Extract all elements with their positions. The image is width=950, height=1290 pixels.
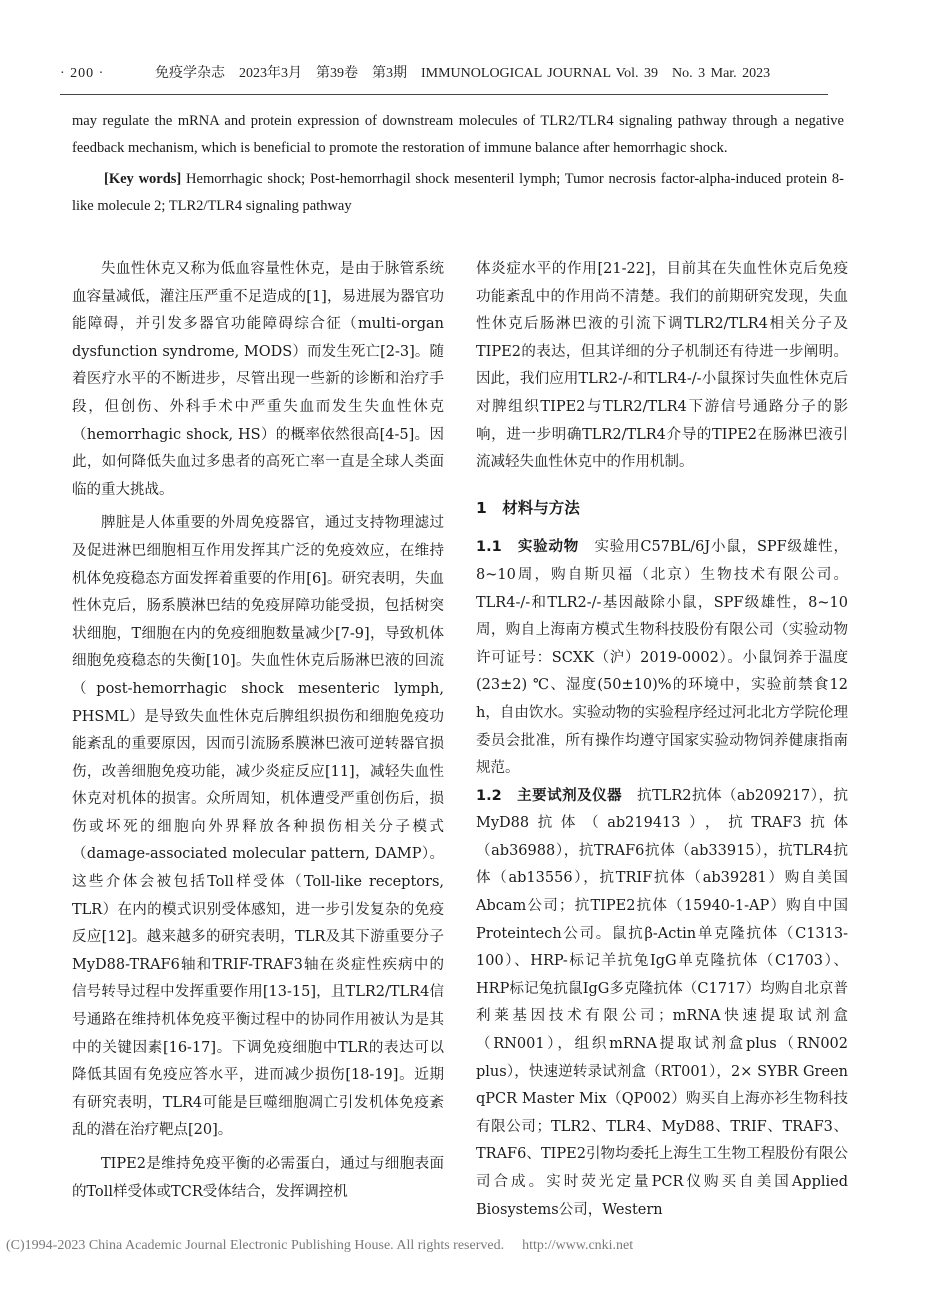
running-header: [60, 62, 860, 82]
subsection-1-2: [476, 783, 848, 1225]
cnki-url: http://www.cnki.net: [522, 1238, 634, 1253]
intro-paragraph-3-start: TIPE2是维持免疫平衡的必需蛋白，通过与细胞表面的Toll样受体或TCR受体结合，发挥调控机: [72, 1156, 444, 1200]
intro-paragraph-1: 失血性休克又称为低血容量性休克，是由于脉管系统血容量减低，灌注压严重不足造成的[1]，易进展为器官功能障碍，并引发多器官功能障碍综合征（multi-organ dysfunction syndrome, MODS）而发生死亡[2-3]。随着医疗水平的不断进步，尽管出现一些新的诊断和治疗手段，但创伤、外科手术中严重失血而发生失血性休克（hemorrhagic shock, HS）的概率依然很高[4-5]。因此，如何降低失血过多患者的高死亡率一直是全球人类面临的重大挑战。: [72, 261, 444, 498]
left-column: [72, 256, 444, 1206]
cnki-footer: [6, 1238, 946, 1254]
section-title-methods: 1 材料与方法: [476, 498, 580, 517]
english-abstract: [72, 108, 844, 220]
subsection-1-1-text: 实验用C57BL/6J小鼠，SPF级雄性，8~10周，购自斯贝福（北京）生物技术有限公司。TLR4-/-和TLR2-/-基因敲除小鼠，SPF级雄性，8~10周，购自上海南方模式生物科技股份有限公司（实验动物许可证号：SCXK（沪）2019-0002）。小鼠饲养于温度(23±2) ℃、湿度(50±10)%的环境中，实验前禁食12 h，自由饮水。实验动物的实验程序经过河北北方学院伦理委员会批准，所有操作均遵守国家实验动物饲养健康指南规范。: [476, 539, 848, 777]
abstract-text-end: may regulate the mRNA and protein expression of downstream molecules of TLR2/TLR4 signaling pathway through a negative feedback mechanism, which is beneficial to promote the restoration of immune balance after hemorrhagic shock.: [72, 113, 844, 156]
right-column: [476, 256, 848, 1224]
keywords-label: [Key words]: [104, 171, 182, 187]
copyright-notice: (C)1994-2023 China Academic Journal Electronic Publishing House. All rights reserved.: [6, 1238, 505, 1253]
page-number: · 200 ·: [60, 66, 105, 81]
keywords-paragraph: [72, 166, 844, 220]
journal-citation-line: 免疫学杂志 2023年3月 第39卷 第3期 IMMUNOLOGICAL JOURNAL Vol. 39 No. 3 Mar. 2023: [155, 66, 771, 81]
subsection-1-1-label: 1.1 实验动物: [476, 539, 580, 556]
keywords-text: Hemorrhagic shock; Post-hemorrhagil shock mesenteril lymph; Tumor necrosis factor-alpha-induced protein 8-like molecule 2; TLR2/TLR4 signaling pathway: [72, 171, 844, 214]
header-rule: [60, 94, 828, 95]
intro-paragraph-2: 脾脏是人体重要的外周免疫器官，通过支持物理滤过及促进淋巴细胞相互作用发挥其广泛的免疫效应，在维持机体免疫稳态方面发挥着重要的作用[6]。研究表明，失血性休克后，肠系膜淋巴结的免疫屏障功能受损，包括树突状细胞，T细胞在内的免疫细胞数量减少[7-9]，导致机体细胞免疫稳态的失衡[10]。失血性休克后肠淋巴液的回流（post-hemorrhagic shock mesenteric lymph, PHSML）是导致失血性休克后脾组织损伤和细胞免疫功能紊乱的重要原因，因而引流肠系膜淋巴液可逆转器官损伤，改善细胞免疫功能，减少炎症反应[11]，减轻失血性休克对机体的损害。众所周知，机体遭受严重创伤后，损伤或坏死的细胞向外界释放各种损伤相关分子模式（damage-associated molecular pattern, DAMP）。这些介体会被包括Toll样受体（Toll-like receptors, TLR）在内的模式识别受体感知，进一步引发复杂的免疫反应[12]。越来越多的研究表明，TLR及其下游重要分子MyD88-TRAF6轴和TRIF-TRAF3轴在炎症性疾病中的信号转导过程中发挥重要作用[13-15]，且TLR2/TLR4信号通路在维持机体免疫平衡过程中的协同作用被认为是其中的关键因素[16-17]。下调免疫细胞中TLR的表达可以降低其固有免疫应答水平，进而减少损伤[18-19]。近期有研究表明，TLR4可能是巨噬细胞凋亡引发机体免疫紊乱的潜在治疗靶点[20]。: [72, 515, 444, 1139]
subsection-1-1: [476, 534, 848, 782]
intro-paragraph-3-cont: 体炎症水平的作用[21-22]，目前其在失血性休克后免疫功能紊乱中的作用尚不清楚。我们的前期研究发现，失血性休克后肠淋巴液的引流下调TLR2/TLR4相关分子及TIPE2的表达，但其详细的分子机制还有待进一步阐明。因此，我们应用TLR2-/-和TLR4-/-小鼠探讨失血性休克后对脾组织TIPE2与TLR2/TLR4下游信号通路分子的影响，进一步明确TLR2/TLR4介导的TIPE2在肠淋巴液引流减轻失血性休克中的作用机制。: [476, 261, 848, 471]
subsection-1-2-label: 1.2 主要试剂及仪器: [476, 787, 623, 804]
subsection-1-2-text: 抗TLR2抗体（ab209217），抗MyD88抗体（ab219413），抗TRAF3抗体（ab36988），抗TRAF6抗体（ab33915），抗TLR4抗体（ab13556），抗TRIF抗体（ab39281）购自美国Abcam公司；抗TIPE2抗体（15940-1-AP）购自中国Proteintech公司。鼠抗β-Actin单克隆抗体（C1313-100）、HRP-标记羊抗兔IgG单克隆抗体（C1703）、HRP标记兔抗鼠IgG多克隆抗体（C1717）均购自北京普利莱基因技术有限公司；mRNA快速提取试剂盒（RN001），组织mRNA提取试剂盒plus（RN002 plus），快速逆转录试剂盒（RT001），2× SYBR Green qPCR Master Mix（QP002）购买自上海亦衫生物科技有限公司；TLR2、TLR4、MyD88、TRIF、TRAF3、TRAF6、TIPE2引物均委托上海生工生物工程股份有限公司合成。实时荧光定量PCR仪购买自美国Applied Biosystems公司，Western: [476, 787, 848, 1218]
